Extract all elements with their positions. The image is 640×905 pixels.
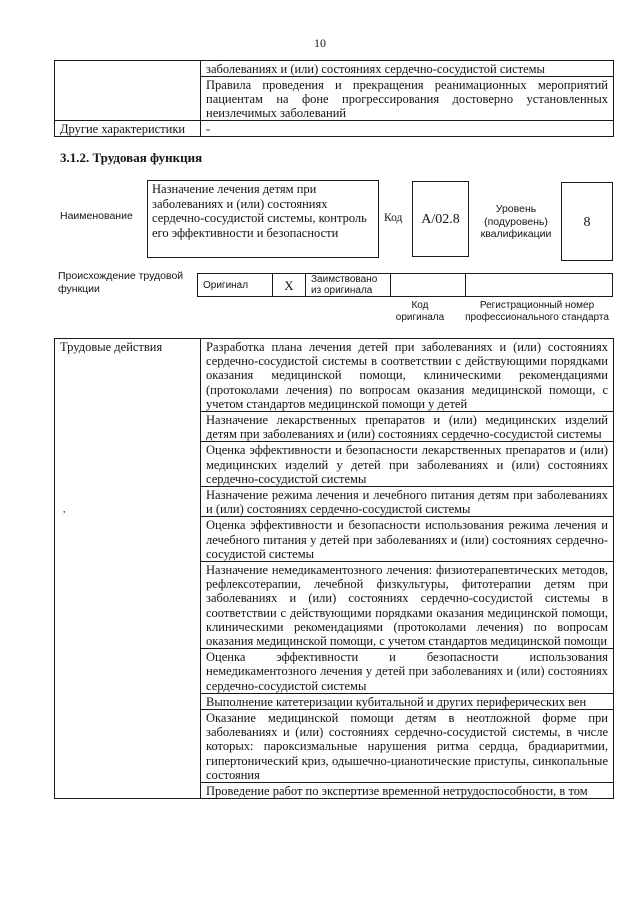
borrowed-label: Заимствовано из оригинала — [306, 274, 391, 297]
function-code-box: A/02.8 — [412, 181, 469, 257]
qualification-level-box: 8 — [561, 182, 613, 261]
labor-actions-table — [54, 338, 614, 799]
continuation-table — [54, 60, 614, 137]
table-cell: заболеваниях и (или) состояниях сердечно-сосудистой системы — [201, 61, 614, 77]
page-number: 10 — [314, 36, 326, 50]
registration-number-cell — [466, 274, 613, 297]
labor-action-item: Назначение режима лечения и лечебного питания детям при заболеваниях и (или) состояниях сердечно-сосудистой системы — [201, 487, 614, 517]
registration-number-caption: Регистрационный номер профессионального стандарта — [465, 300, 609, 323]
code-label: Код — [384, 212, 403, 224]
name-label: Наименование — [60, 210, 133, 222]
labor-action-item: Оказание медицинской помощи детям в неотложной форме при заболеваниях и (или) состояниях сердечно-сосудистой системы, в числе которых: пароксизмальные нарушения ритма сердца, брадиаритмии, гипертонический криз, одышечно-цианотические приступы, синкопальные состояния — [201, 710, 614, 783]
table-row — [198, 274, 613, 297]
function-name-box: Назначение лечения детям при заболеваниях и (или) состояниях сердечно-сосудистой системы, контроль его эффективности и безопасности — [147, 180, 379, 258]
labor-action-item: Оценка эффективности и безопасности использования немедикаментозного лечения у детей при заболеваниях и (или) состояниях сердечно-сосудистой системы — [201, 649, 614, 694]
scan-mark: , — [63, 504, 66, 515]
original-label: Оригинал — [198, 274, 273, 297]
labor-action-item: Выполнение катетеризации кубитальной и других периферических вен — [201, 693, 614, 709]
labor-action-item: Проведение работ по экспертизе временной нетрудоспособности, в том — [201, 783, 614, 799]
other-characteristics-value: - — [201, 121, 614, 137]
labor-actions-label: Трудовые действия — [55, 339, 201, 799]
table-row — [55, 121, 614, 137]
labor-action-item: Оценка эффективности и безопасности использования режима лечения и лечебного питания у детей при заболеваниях и (или) состояниях сердечно-сосудистой системы — [201, 517, 614, 562]
original-code-cell — [391, 274, 466, 297]
table-cell: Правила проведения и прекращения реанимационных мероприятий пациентам на фоне прогрессирования достоверно установленных неизлечимых заболеваний — [201, 77, 614, 121]
original-mark: X — [273, 274, 306, 297]
origin-label: Происхождение трудовой функции — [58, 270, 184, 295]
labor-action-item: Оценка эффективности и безопасности лекарственных препаратов и (или) медицинских изделий у детей при заболеваниях и (или) состояниях сердечно-сосудистой системы — [201, 442, 614, 487]
labor-action-item: Разработка плана лечения детей при заболеваниях и (или) состояниях сердечно-сосудистой системы в соответствии с действующими порядками оказания медицинской помощи, клиническими рекомендациями (протоколами лечения) по вопросам оказания медицинской помощи, с учетом стандартов медицинской помощи у детей — [201, 339, 614, 412]
table-row — [55, 339, 614, 412]
empty-label-cell — [55, 61, 201, 121]
section-heading: 3.1.2. Трудовая функция — [60, 150, 203, 165]
labor-action-item: Назначение лекарственных препаратов и (или) медицинских изделий детям при заболеваниях и (или) состояниях сердечно-сосудистой системы — [201, 412, 614, 442]
other-characteristics-label: Другие характеристики — [55, 121, 201, 137]
qualification-level-label: Уровень (подуровень) квалификации — [480, 203, 552, 240]
original-code-caption: Код оригинала — [395, 300, 445, 323]
table-row — [55, 61, 614, 77]
labor-action-item: Назначение немедикаментозного лечения: физиотерапевтических методов, рефлексотерапии, лечебной физкультуры, фитотерапии детям при заболеваниях и (или) состояниях сердечно-сосудистой системы в соответствии с действующими порядками оказания медицинской помощи, клиническими рекомендациями (протоколами лечения) по вопросам оказания медицинской помощи, с учетом стандартов медицинской помощи — [201, 562, 614, 649]
origin-table — [197, 273, 613, 297]
